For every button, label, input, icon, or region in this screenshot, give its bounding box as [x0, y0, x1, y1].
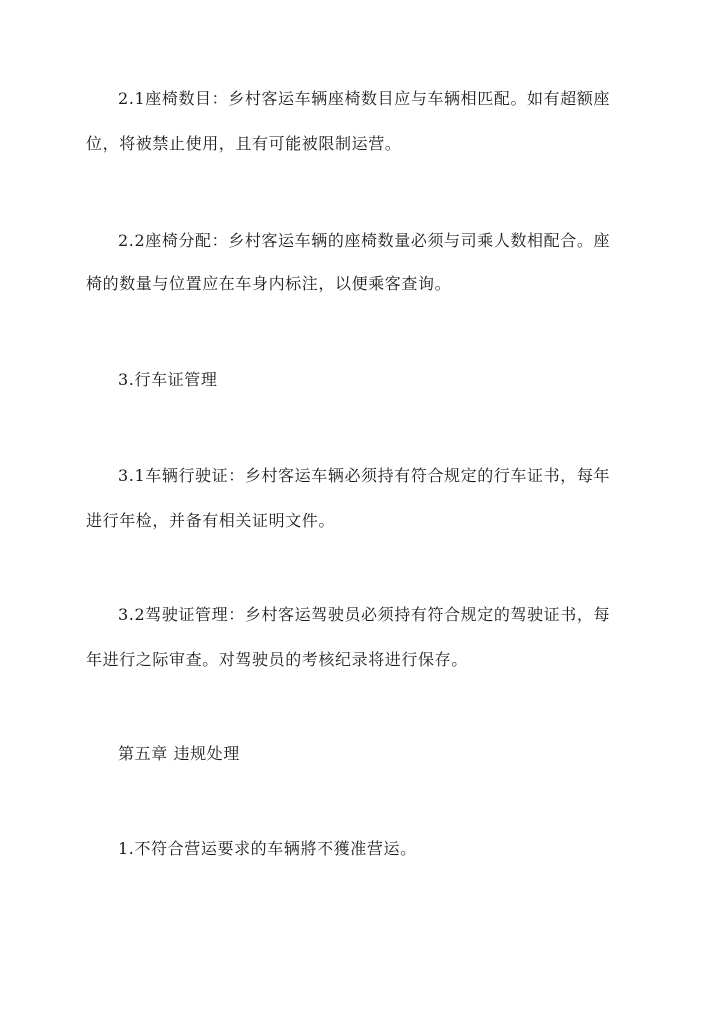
paragraph-3-2-line-1: 3.2驾驶证管理：乡村客运驾驶员必须持有符合规定的驾驶证书，每 [118, 605, 611, 624]
paragraph-2-1-line-2: 位，将被禁止使用，且有可能被限制运营。 [86, 134, 402, 153]
item-5-1: 1.不符合营运要求的车辆將不獲准营运。 [118, 839, 417, 858]
chapter-5-title: 第五章 违规处理 [118, 744, 240, 763]
paragraph-2-2-line-2: 椅的数量与位置应在车身内标注，以便乘客查询。 [86, 274, 452, 293]
paragraph-2-1-line-1: 2.1座椅数目：乡村客运车辆座椅数目应与车辆相匹配。如有超额座 [118, 89, 611, 108]
paragraph-3-2-line-2: 年进行之际审查。对驾驶员的考核纪录将进行保存。 [86, 650, 468, 669]
paragraph-2-2-line-1: 2.2座椅分配：乡村客运车辆的座椅数量必须与司乘人数相配合。座 [118, 231, 611, 250]
section-3-heading: 3.行车证管理 [118, 370, 218, 389]
paragraph-3-1-line-1: 3.1车辆行驶证：乡村客运车辆必须持有符合规定的行车证书，每年 [118, 466, 611, 485]
paragraph-3-1-line-2: 进行年检，并备有相关证明文件。 [86, 511, 336, 530]
